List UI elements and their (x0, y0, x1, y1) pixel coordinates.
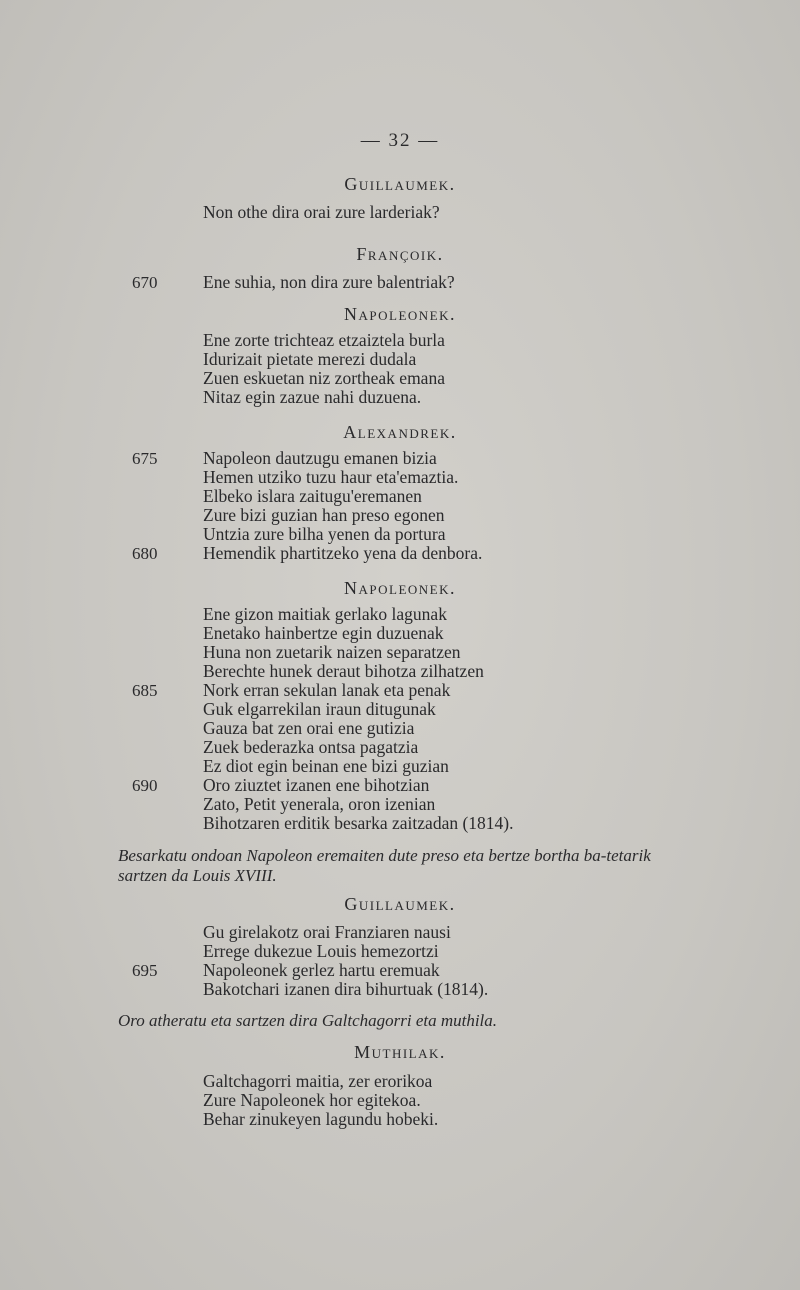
line-number: 690 (132, 776, 158, 795)
verse-line: Napoleonek gerlez hartu eremuak (203, 960, 440, 980)
verse-line: Huna non zuetarik naizen separatzen (203, 642, 461, 662)
verse-line: Nitaz egin zazue nahi duzuena. (203, 387, 422, 407)
verse-line: Zure Napoleonek hor egitekoa. (203, 1090, 421, 1110)
verse-line: Napoleon dautzugu emanen bizia (203, 448, 437, 468)
stage-direction: Oro atheratu eta sartzen dira Galtchagorri eta muthila. (118, 1011, 498, 1030)
verse-line: Errege dukezue Louis hemezortzi (203, 941, 439, 961)
line-number: 680 (132, 544, 158, 563)
speaker-heading: Guillaumek. (344, 894, 456, 914)
verse-line: Ene zorte trichteaz etzaiztela burla (203, 330, 445, 350)
verse-line: Elbeko islara zaitugu'eremanen (203, 486, 422, 506)
verse-line: Galtchagorri maitia, zer erorikoa (203, 1071, 433, 1091)
verse-line: Berechte hunek deraut bihotza zilhatzen (203, 661, 484, 681)
verse-line: Ez diot egin beinan ene bizi guzian (203, 756, 449, 776)
verse-line: Untzia zure bilha yenen da portura (203, 524, 446, 544)
line-number: 695 (132, 961, 158, 980)
verse-line: Oro ziuztet izanen ene bihotzian (203, 775, 430, 795)
verse-line: Bihotzaren erditik besarka zaitzadan (1814). (203, 813, 514, 833)
line-number: 685 (132, 681, 158, 700)
verse-line: Zure bizi guzian han preso egonen (203, 505, 445, 525)
verse-line: Nork erran sekulan lanak eta penak (203, 680, 451, 700)
speaker-heading: Napoleonek. (344, 304, 456, 324)
verse-line: Bakotchari izanen dira bihurtuak (1814). (203, 979, 489, 999)
verse-line: Gu girelakotz orai Franziaren nausi (203, 922, 451, 942)
verse-line: Ene gizon maitiak gerlako lagunak (203, 604, 447, 624)
line-number: 675 (132, 449, 158, 468)
speaker-heading: Napoleonek. (344, 578, 456, 598)
verse-line: Zato, Petit yenerala, oron izenian (203, 794, 436, 814)
speaker-heading: Muthilak. (354, 1042, 446, 1062)
verse-line: Non othe dira orai zure larderiak? (203, 202, 440, 222)
verse-line: Enetako hainbertze egin duzuenak (203, 623, 444, 643)
verse-line: Gauza bat zen orai ene gutizia (203, 718, 415, 738)
speaker-heading: Guillaumek. (344, 174, 456, 194)
verse-line: Behar zinukeyen lagundu hobeki. (203, 1109, 439, 1129)
verse-line: Hemendik phartitzeko yena da denbora. (203, 543, 483, 563)
verse-line: Ene suhia, non dira zure balentriak? (203, 272, 455, 292)
line-number: 670 (132, 273, 158, 292)
verse-line: Hemen utziko tuzu haur eta'emaztia. (203, 467, 459, 487)
verse-line: Idurizait pietate merezi dudala (203, 349, 417, 369)
speaker-heading: Alexandrek. (343, 422, 457, 442)
verse-line: Zuen eskuetan niz zortheak emana (203, 368, 445, 388)
verse-line: Zuek bederazka ontsa pagatzia (203, 737, 419, 757)
page-number: — 32 — (360, 130, 440, 151)
stage-direction: Besarkatu ondoan Napoleon eremaiten dute preso eta bertze bortha ba-tetarik sartzen da Louis XVIII. (118, 846, 651, 885)
verse-line: Guk elgarrekilan iraun ditugunak (203, 699, 436, 719)
speaker-heading: Françoik. (356, 244, 444, 264)
